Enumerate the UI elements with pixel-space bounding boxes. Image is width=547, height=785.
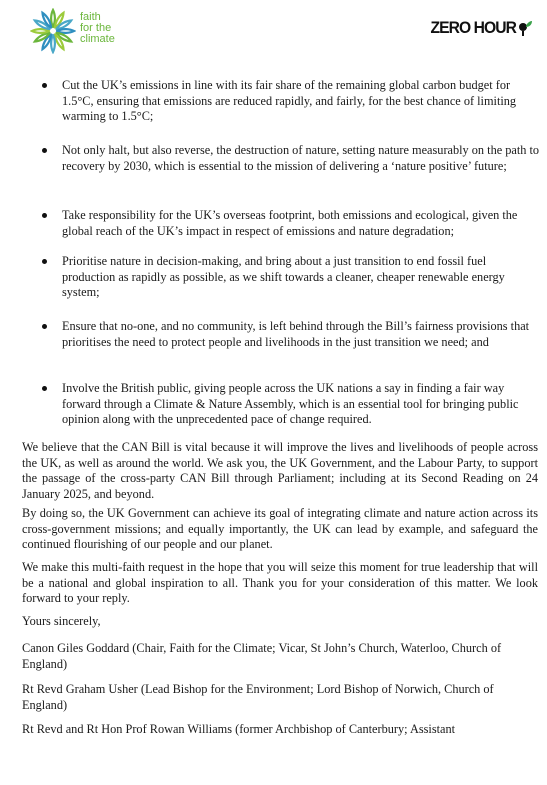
list-item <box>62 143 540 174</box>
logo-line-3: climate <box>80 33 115 45</box>
flower-logo-icon <box>30 8 76 54</box>
body-paragraph-3: We make this multi-faith request in the hope that you will seize this moment for true leadership that will be a national and global inspiration to all. Thank you for your consideration of this matter. We look forward to your reply. <box>22 560 538 605</box>
signatory-2: Rt Revd Graham Usher (Lead Bishop for the Environment; Lord Bishop of Norwich, Church of England) <box>22 682 494 712</box>
bullet-icon <box>42 259 47 264</box>
list-item <box>62 319 540 350</box>
faith-for-the-climate-logo <box>30 8 115 54</box>
bullet-icon <box>42 386 47 391</box>
signatory-3: Rt Revd and Rt Hon Prof Rowan Williams (former Archbishop of Canterbury; Assistant <box>22 722 456 736</box>
logo-line-2: for the <box>80 22 112 34</box>
closing-line: Yours sincerely, <box>22 614 101 628</box>
list-item-text: Not only halt, but also reverse, the destruction of nature, setting nature measurably on the path to recovery by 2030, which is essential to the mission of delivering a ‘nature positive’ future; <box>62 143 540 173</box>
list-item-text: Involve the British public, giving people across the UK nations a say in finding a fair way forward through a Climate & Nature Assembly, which is an essential tool for bringing public opinion along with the unprecedented pace of change required. <box>62 381 519 426</box>
bullet-icon <box>42 213 47 218</box>
list-item <box>62 208 540 239</box>
logo-line-1: faith <box>80 11 101 23</box>
list-item-text: Prioritise nature in decision-making, and bring about a just transition to end fossil fuel production as rapidly as possible, as we shift towards a cleaner, cheaper renewable energy system; <box>62 254 505 299</box>
zero-hour-logo <box>423 18 533 38</box>
signatory-1: Canon Giles Goddard (Chair, Faith for the Climate; Vicar, St John’s Church, Waterloo, Church of England) <box>22 641 502 671</box>
body-paragraph-2: By doing so, the UK Government can achieve its goal of integrating climate and nature action across its cross-government missions; and equally importantly, the UK can lead by example, and safeguard the continued flourishing of our people and our planet. <box>22 506 538 551</box>
list-item-text: Cut the UK’s emissions in line with its fair share of the remaining global carbon budget for 1.5°C, ensuring that emissions are reduced rapidly, and fairly, for the best chance of limiting warming to 1.5°C; <box>62 78 517 123</box>
list-item <box>62 381 540 428</box>
bullet-icon <box>42 324 47 329</box>
list-item <box>62 78 540 125</box>
bullet-icon <box>42 83 47 88</box>
logo-wordmark <box>80 12 115 45</box>
bullet-icon <box>42 148 47 153</box>
letterhead <box>0 8 547 56</box>
list-item-text: Ensure that no-one, and no community, is left behind through the Bill’s fairness provisions that prioritises the need to protect people and livelihoods in the just transition we need; and <box>62 319 530 349</box>
list-item-text: Take responsibility for the UK’s overseas footprint, both emissions and ecological, given the global reach of the UK’s impact in respect of emissions and nature degradation; <box>62 208 518 238</box>
leaf-mark-icon <box>517 19 533 37</box>
list-item <box>62 254 540 301</box>
body-paragraph-1: We believe that the CAN Bill is vital because it will improve the lives and livelihoods of people across the UK, as well as around the world. We ask you, the UK Government, and the Labour Party, to support the passage of the cross-party CAN Bill through Parliament; including at its Second Reading on 24 January 2025, and beyond. <box>22 440 538 501</box>
zero-hour-wordmark: ZERO HOUR <box>430 18 516 37</box>
